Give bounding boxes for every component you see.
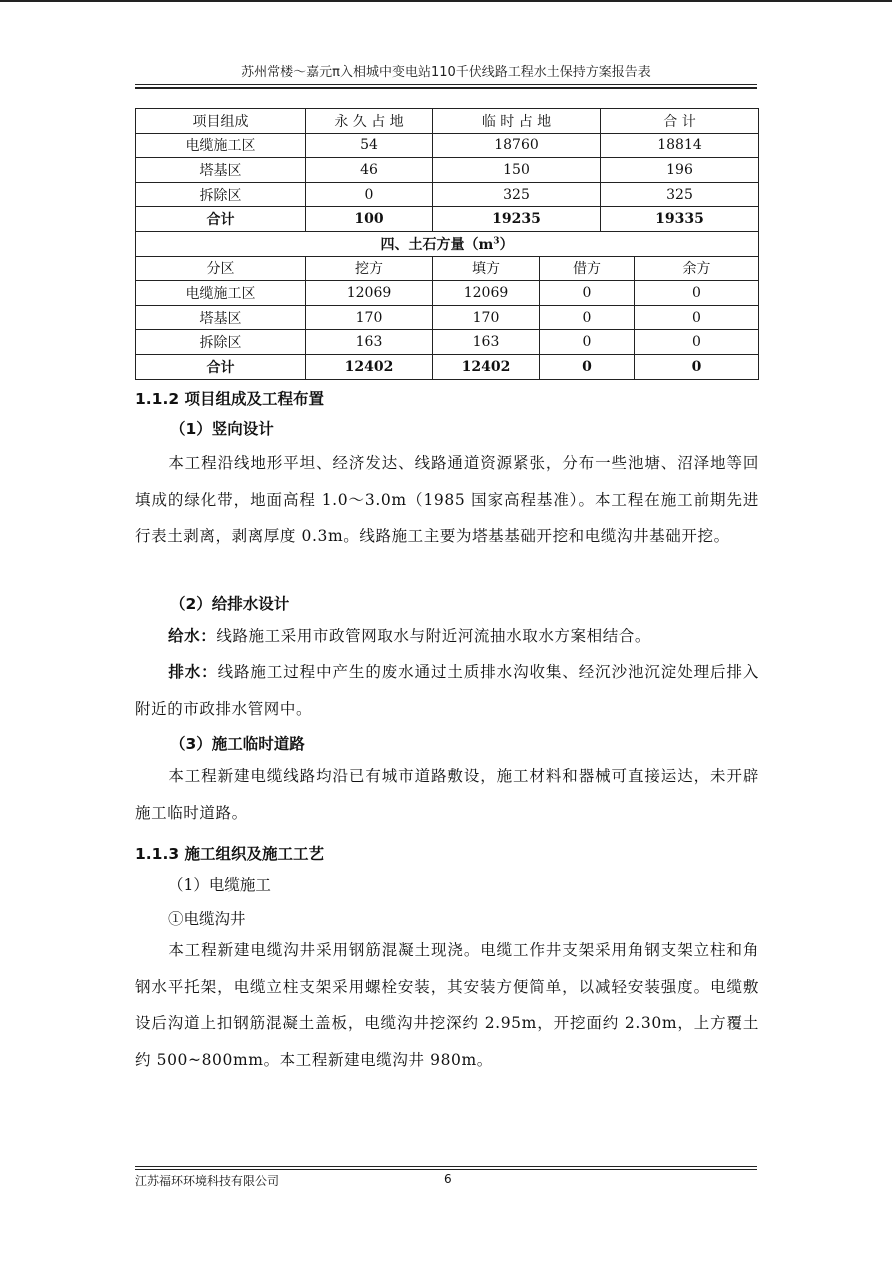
table-cell: 0 [635, 281, 759, 306]
paragraph-drainage: 排水：线路施工过程中产生的废水通过土质排水沟收集、经沉沙池沉淀处理后排入附近的市政排水管网中。 [135, 662, 759, 718]
section-heading-1-1-3: 1.1.3 施工组织及施工工艺 [135, 845, 325, 863]
paragraph-water-supply: 给水：线路施工采用市政管网取水与附近河流抽水取水方案相结合。 [168, 626, 652, 645]
paragraph-vertical-design: 本工程沿线地形平坦、经济发达、线路通道资源紧张，分布一些池塘、沼泽地等回填成的绿化带，地面高程 1.0～3.0m（1985 国家高程基准）。本工程在施工前期先进行表土剥离，剥离厚度 0.3m。线路施工主要为塔基基础开挖和电缆沟井基础开挖。 [135, 454, 759, 545]
subsection-heading-water-design: （2）给排水设计 [170, 595, 290, 613]
table-cell: 拆除区 [136, 330, 306, 355]
table-header-cell: 项目组成 [136, 109, 306, 134]
table-header-cell: 合 计 [601, 109, 759, 134]
subsection-cable-construction: （1）电缆施工 [168, 876, 271, 894]
section-heading-1-1-2: 1.1.2 项目组成及工程布置 [135, 390, 325, 408]
table-cell: 12069 [433, 281, 540, 306]
table-header-row [136, 109, 759, 134]
footer-rule-2 [135, 1169, 757, 1170]
table-row [136, 330, 759, 355]
subsection-heading-temp-road: （3）施工临时道路 [170, 735, 305, 753]
top-border [0, 0, 892, 2]
table-header-cell: 临 时 占 地 [433, 109, 601, 134]
footer-rule [135, 1166, 757, 1167]
item-cable-trench: ①电缆沟井 [168, 910, 246, 928]
table-row [136, 182, 759, 207]
table-cell: 19235 [433, 207, 601, 232]
table-cell: 170 [306, 305, 433, 330]
table-header-cell: 分区 [136, 256, 306, 281]
table-header-cell: 借方 [540, 256, 635, 281]
table-cell: 100 [306, 207, 433, 232]
table-cell: 拆除区 [136, 182, 306, 207]
table-cell: 0 [306, 182, 433, 207]
table-section-row [136, 232, 759, 257]
table-cell: 170 [433, 305, 540, 330]
table-header-cell: 余方 [635, 256, 759, 281]
table-row [136, 305, 759, 330]
table-cell: 塔基区 [136, 305, 306, 330]
table-cell: 0 [635, 354, 759, 379]
paragraph-temp-road: 本工程新建电缆线路均沿已有城市道路敷设，施工材料和器械可直接运达，未开辟施工临时道路。 [135, 767, 759, 822]
table-cell: 电缆施工区 [136, 281, 306, 306]
land-occupation-table [135, 108, 759, 232]
footer-company: 江苏福环环境科技有限公司 [135, 1174, 280, 1188]
table-cell: 12402 [306, 354, 433, 379]
table-cell: 18814 [601, 133, 759, 158]
table-cell: 0 [540, 330, 635, 355]
table-header-cell: 挖方 [306, 256, 433, 281]
table-cell: 150 [433, 158, 601, 183]
table-cell: 合计 [136, 354, 306, 379]
table-cell: 18760 [433, 133, 601, 158]
table-cell: 19335 [601, 207, 759, 232]
table-cell: 163 [306, 330, 433, 355]
table-row [136, 133, 759, 158]
earthwork-table [135, 231, 759, 380]
table-header-cell: 填方 [433, 256, 540, 281]
table-cell: 54 [306, 133, 433, 158]
header-rule-thick [135, 87, 757, 89]
table-cell: 12402 [433, 354, 540, 379]
table-row [136, 158, 759, 183]
table-cell: 0 [540, 281, 635, 306]
table-cell: 0 [635, 305, 759, 330]
table-total-row [136, 354, 759, 379]
page-header-title: 苏州常楼～嘉元π入相城中变电站110千伏线路工程水土保持方案报告表 [241, 65, 651, 80]
table-cell: 325 [601, 182, 759, 207]
paragraph-cable-trench: 本工程新建电缆沟井采用钢筋混凝土现浇。电缆工作井支架采用角钢支架立柱和角钢水平托架，电缆立柱支架采用螺栓安装，其安装方便简单，以减轻安装强度。电缆敷设后沟道上扣钢筋混凝土盖板，电缆沟井挖深约 2.95m，开挖面约 2.30m，上方覆土约 500~800mm。本工程新建电缆沟井 980m。 [135, 941, 759, 1069]
table-cell: 合计 [136, 207, 306, 232]
subsection-heading-vertical-design: （1）竖向设计 [170, 420, 274, 438]
table-header-cell: 永 久 占 地 [306, 109, 433, 134]
table-total-row [136, 207, 759, 232]
table-header-row [136, 256, 759, 281]
table-cell: 电缆施工区 [136, 133, 306, 158]
table-cell: 46 [306, 158, 433, 183]
table-row [136, 281, 759, 306]
table-cell: 塔基区 [136, 158, 306, 183]
table-cell: 325 [433, 182, 601, 207]
table-cell: 0 [540, 354, 635, 379]
header-rule [135, 84, 757, 85]
table-cell: 0 [635, 330, 759, 355]
earthwork-section-title: 四、土石方量$(m^3)$ [136, 232, 759, 257]
table-cell: 0 [540, 305, 635, 330]
page-number: 6 [444, 1172, 452, 1186]
table-cell: 12069 [306, 281, 433, 306]
table-cell: 196 [601, 158, 759, 183]
table-cell: 163 [433, 330, 540, 355]
